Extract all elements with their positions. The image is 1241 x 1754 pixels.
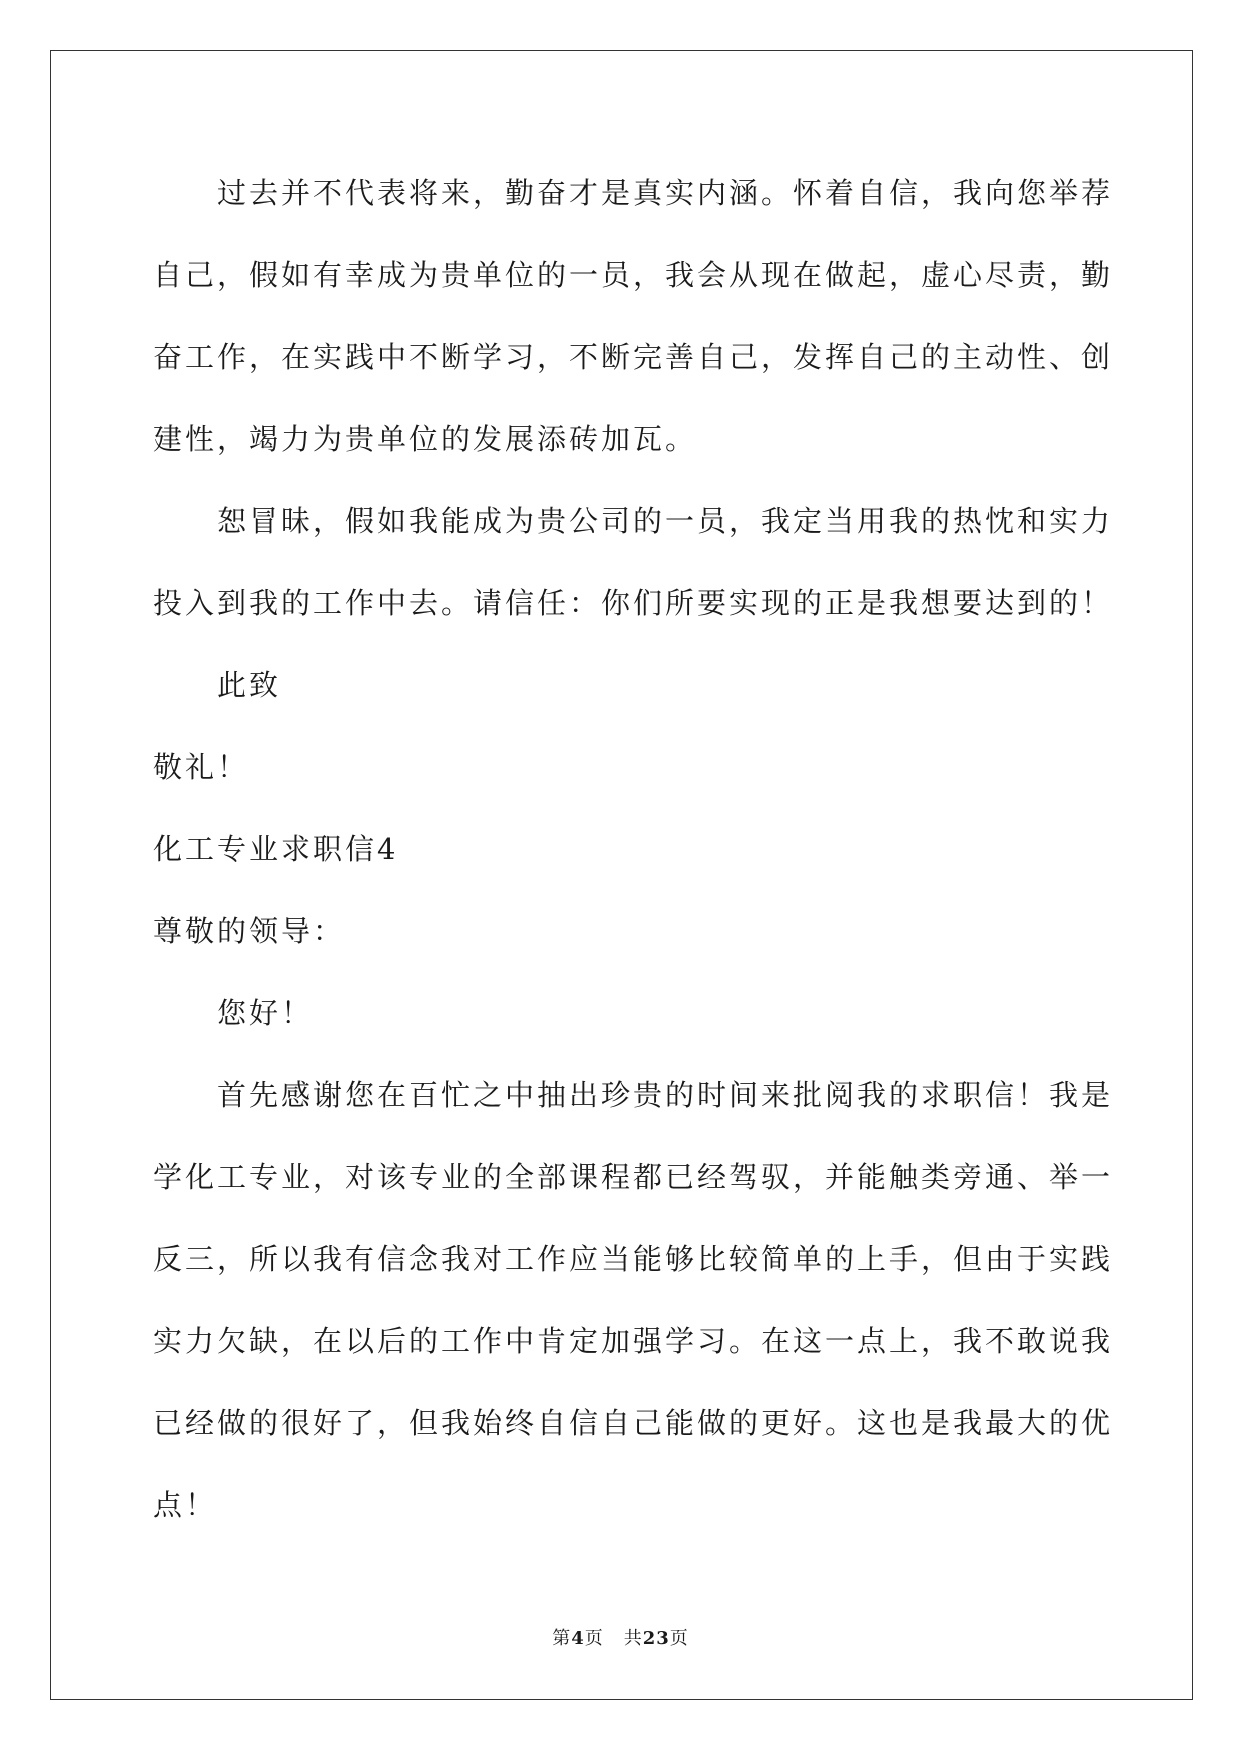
section-title: 化工专业求职信4 bbox=[153, 832, 399, 866]
total-suffix: 页 bbox=[669, 1628, 689, 1649]
body-line: 实力欠缺，在以后的工作中肯定加强学习。在这一点上，我不敢说我 bbox=[153, 1324, 1114, 1358]
body-line: 首先感谢您在百忙之中抽出珍贵的时间来批阅我的求职信！我是 bbox=[153, 1078, 1114, 1112]
body-line: 反三，所以我有信念我对工作应当能够比较简单的上手，但由于实践 bbox=[153, 1242, 1114, 1276]
closing-phrase: 此致 bbox=[153, 668, 282, 702]
body-line: 恕冒昧，假如我能成为贵公司的一员，我定当用我的热忱和实力 bbox=[153, 504, 1114, 538]
body-line: 奋工作，在实践中不断学习，不断完善自己，发挥自己的主动性、创 bbox=[153, 340, 1114, 374]
body-line: 自己，假如有幸成为贵单位的一员，我会从现在做起，虚心尽责，勤 bbox=[153, 258, 1114, 292]
page-number: 4 bbox=[571, 1628, 585, 1649]
page-suffix: 页 bbox=[584, 1628, 604, 1649]
salutation: 尊敬的领导： bbox=[153, 914, 346, 948]
total-pages: 23 bbox=[642, 1628, 670, 1649]
greeting: 您好！ bbox=[153, 996, 314, 1030]
body-line: 学化工专业，对该专业的全部课程都已经驾驭，并能触类旁通、举一 bbox=[153, 1160, 1114, 1194]
body-line: 点！ bbox=[153, 1488, 218, 1522]
page-footer bbox=[0, 1626, 1241, 1652]
body-line: 过去并不代表将来，勤奋才是真实内涵。怀着自信，我向您举荐 bbox=[153, 176, 1114, 210]
body-line: 已经做的很好了，但我始终自信自己能做的更好。这也是我最大的优 bbox=[153, 1406, 1114, 1440]
closing-salute: 敬礼！ bbox=[153, 750, 250, 784]
page-prefix: 第 bbox=[552, 1628, 572, 1649]
total-prefix: 共 bbox=[623, 1628, 643, 1649]
body-line: 投入到我的工作中去。请信任：你们所要实现的正是我想要达到的！ bbox=[153, 586, 1114, 620]
body-line: 建性，竭力为贵单位的发展添砖加瓦。 bbox=[153, 422, 698, 456]
